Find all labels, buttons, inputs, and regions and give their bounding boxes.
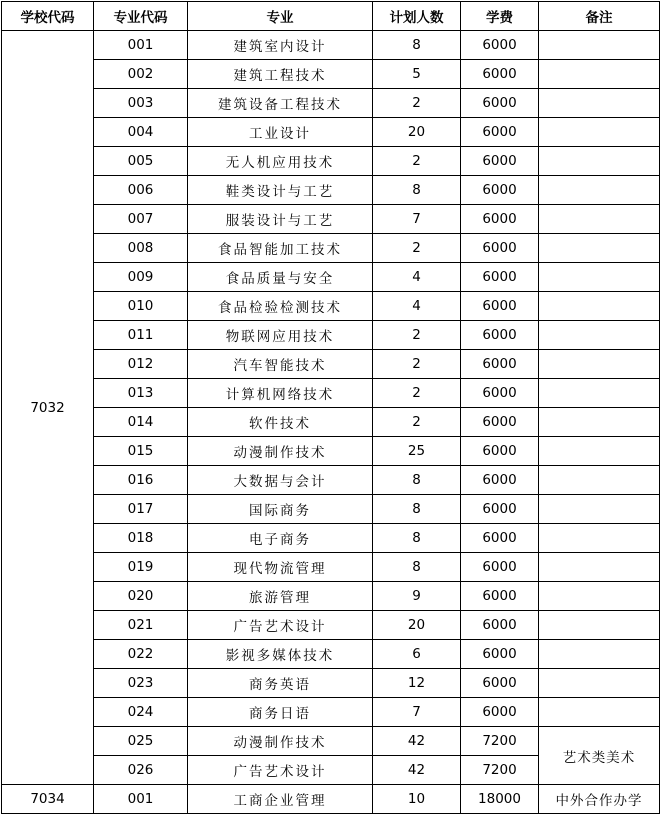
major-code-cell: 018 (94, 524, 188, 553)
plan-count-cell: 8 (373, 553, 461, 582)
remarks-cell (539, 118, 660, 147)
remarks-cell (539, 553, 660, 582)
remarks-cell (539, 437, 660, 466)
remarks-cell (539, 582, 660, 611)
major-code-cell: 002 (94, 60, 188, 89)
table-row (2, 785, 660, 814)
major-code-cell: 006 (94, 176, 188, 205)
remarks-cell (539, 205, 660, 234)
tuition-cell: 7200 (461, 727, 539, 756)
major-code-cell: 020 (94, 582, 188, 611)
major-name-cell: 国际商务 (188, 495, 373, 524)
plan-count-cell: 7 (373, 205, 461, 234)
major-code-cell: 003 (94, 89, 188, 118)
table-row (2, 60, 660, 89)
table-row (2, 466, 660, 495)
major-name-cell: 商务英语 (188, 669, 373, 698)
major-name-cell: 食品检验检测技术 (188, 292, 373, 321)
plan-count-cell: 7 (373, 698, 461, 727)
tuition-cell: 6000 (461, 640, 539, 669)
major-name-cell: 建筑工程技术 (188, 60, 373, 89)
enrollment-plan-table (1, 1, 660, 814)
major-name-cell: 影视多媒体技术 (188, 640, 373, 669)
tuition-cell: 6000 (461, 321, 539, 350)
header-remarks: 备注 (539, 2, 660, 31)
major-name-cell: 服装设计与工艺 (188, 205, 373, 234)
school-code-cell: 7034 (2, 785, 94, 814)
major-name-cell: 动漫制作技术 (188, 437, 373, 466)
tuition-cell: 18000 (461, 785, 539, 814)
school-code-cell: 7032 (2, 31, 94, 785)
major-name-cell: 广告艺术设计 (188, 756, 373, 785)
major-name-cell: 旅游管理 (188, 582, 373, 611)
remarks-cell (539, 495, 660, 524)
remarks-cell: 中外合作办学 (539, 785, 660, 814)
plan-count-cell: 20 (373, 118, 461, 147)
plan-count-cell: 42 (373, 756, 461, 785)
tuition-cell: 6000 (461, 466, 539, 495)
major-name-cell: 大数据与会计 (188, 466, 373, 495)
plan-count-cell: 20 (373, 611, 461, 640)
major-name-cell: 广告艺术设计 (188, 611, 373, 640)
table-row (2, 118, 660, 147)
tuition-cell: 6000 (461, 31, 539, 60)
table-row (2, 640, 660, 669)
table-row (2, 350, 660, 379)
major-code-cell: 001 (94, 31, 188, 60)
major-code-cell: 023 (94, 669, 188, 698)
plan-count-cell: 2 (373, 408, 461, 437)
table-row (2, 234, 660, 263)
major-code-cell: 011 (94, 321, 188, 350)
major-code-cell: 019 (94, 553, 188, 582)
major-code-cell: 022 (94, 640, 188, 669)
remarks-cell (539, 321, 660, 350)
header-plan-count: 计划人数 (373, 2, 461, 31)
remarks-cell (539, 466, 660, 495)
tuition-cell: 6000 (461, 408, 539, 437)
plan-count-cell: 4 (373, 292, 461, 321)
plan-count-cell: 2 (373, 234, 461, 263)
tuition-cell: 6000 (461, 234, 539, 263)
major-name-cell: 工商企业管理 (188, 785, 373, 814)
major-code-cell: 024 (94, 698, 188, 727)
tuition-cell: 6000 (461, 379, 539, 408)
major-name-cell: 电子商务 (188, 524, 373, 553)
remarks-cell (539, 379, 660, 408)
major-name-cell: 汽车智能技术 (188, 350, 373, 379)
remarks-cell (539, 524, 660, 553)
table-row (2, 698, 660, 727)
tuition-cell: 6000 (461, 611, 539, 640)
major-name-cell: 建筑设备工程技术 (188, 89, 373, 118)
header-row (2, 2, 660, 31)
remarks-cell (539, 176, 660, 205)
plan-count-cell: 12 (373, 669, 461, 698)
table-row (2, 147, 660, 176)
remarks-cell (539, 669, 660, 698)
major-code-cell: 004 (94, 118, 188, 147)
plan-count-cell: 4 (373, 263, 461, 292)
table-row (2, 553, 660, 582)
tuition-cell: 6000 (461, 147, 539, 176)
plan-count-cell: 8 (373, 524, 461, 553)
remarks-cell (539, 611, 660, 640)
table-row (2, 437, 660, 466)
remarks-cell (539, 89, 660, 118)
major-code-cell: 026 (94, 756, 188, 785)
major-code-cell: 021 (94, 611, 188, 640)
tuition-cell: 7200 (461, 756, 539, 785)
table-row (2, 321, 660, 350)
major-code-cell: 015 (94, 437, 188, 466)
plan-count-cell: 10 (373, 785, 461, 814)
plan-count-cell: 6 (373, 640, 461, 669)
plan-count-cell: 9 (373, 582, 461, 611)
table-row (2, 176, 660, 205)
major-code-cell: 008 (94, 234, 188, 263)
plan-count-cell: 25 (373, 437, 461, 466)
remarks-cell (539, 698, 660, 727)
tuition-cell: 6000 (461, 669, 539, 698)
major-code-cell: 014 (94, 408, 188, 437)
remarks-cell (539, 640, 660, 669)
tuition-cell: 6000 (461, 292, 539, 321)
major-name-cell: 鞋类设计与工艺 (188, 176, 373, 205)
major-name-cell: 无人机应用技术 (188, 147, 373, 176)
plan-count-cell: 8 (373, 31, 461, 60)
major-code-cell: 007 (94, 205, 188, 234)
major-code-cell: 017 (94, 495, 188, 524)
tuition-cell: 6000 (461, 495, 539, 524)
remarks-cell (539, 292, 660, 321)
plan-count-cell: 2 (373, 89, 461, 118)
major-code-cell: 025 (94, 727, 188, 756)
table-row (2, 611, 660, 640)
remarks-cell (539, 408, 660, 437)
plan-count-cell: 2 (373, 147, 461, 176)
plan-count-cell: 42 (373, 727, 461, 756)
tuition-cell: 6000 (461, 60, 539, 89)
table-row (2, 205, 660, 234)
major-name-cell: 食品质量与安全 (188, 263, 373, 292)
table-row (2, 495, 660, 524)
remarks-cell (539, 350, 660, 379)
tuition-cell: 6000 (461, 582, 539, 611)
plan-count-cell: 2 (373, 350, 461, 379)
table-row (2, 292, 660, 321)
tuition-cell: 6000 (461, 437, 539, 466)
table-row (2, 524, 660, 553)
major-name-cell: 商务日语 (188, 698, 373, 727)
table-row (2, 727, 660, 756)
remarks-cell (539, 263, 660, 292)
remarks-cell (539, 147, 660, 176)
tuition-cell: 6000 (461, 698, 539, 727)
table-row (2, 582, 660, 611)
tuition-cell: 6000 (461, 350, 539, 379)
major-code-cell: 016 (94, 466, 188, 495)
major-code-cell: 010 (94, 292, 188, 321)
plan-count-cell: 2 (373, 379, 461, 408)
plan-count-cell: 8 (373, 495, 461, 524)
tuition-cell: 6000 (461, 205, 539, 234)
header-major-code: 专业代码 (94, 2, 188, 31)
header-school-code: 学校代码 (2, 2, 94, 31)
major-name-cell: 现代物流管理 (188, 553, 373, 582)
major-name-cell: 软件技术 (188, 408, 373, 437)
plan-count-cell: 2 (373, 321, 461, 350)
plan-count-cell: 8 (373, 176, 461, 205)
major-name-cell: 动漫制作技术 (188, 727, 373, 756)
major-name-cell: 食品智能加工技术 (188, 234, 373, 263)
table-row (2, 263, 660, 292)
major-code-cell: 013 (94, 379, 188, 408)
header-major: 专业 (188, 2, 373, 31)
major-name-cell: 建筑室内设计 (188, 31, 373, 60)
major-code-cell: 005 (94, 147, 188, 176)
remarks-cell (539, 234, 660, 263)
major-name-cell: 工业设计 (188, 118, 373, 147)
major-code-cell: 012 (94, 350, 188, 379)
table-row (2, 669, 660, 698)
plan-count-cell: 8 (373, 466, 461, 495)
major-name-cell: 物联网应用技术 (188, 321, 373, 350)
table-row (2, 408, 660, 437)
major-code-cell: 001 (94, 785, 188, 814)
major-code-cell: 009 (94, 263, 188, 292)
table-body (2, 31, 660, 814)
tuition-cell: 6000 (461, 553, 539, 582)
tuition-cell: 6000 (461, 176, 539, 205)
header-tuition: 学费 (461, 2, 539, 31)
table-row (2, 89, 660, 118)
plan-count-cell: 5 (373, 60, 461, 89)
tuition-cell: 6000 (461, 89, 539, 118)
remarks-cell: 艺术类美术 (539, 727, 660, 785)
tuition-cell: 6000 (461, 524, 539, 553)
tuition-cell: 6000 (461, 118, 539, 147)
remarks-cell (539, 31, 660, 60)
remarks-cell (539, 60, 660, 89)
tuition-cell: 6000 (461, 263, 539, 292)
major-name-cell: 计算机网络技术 (188, 379, 373, 408)
table-row (2, 379, 660, 408)
table-row (2, 31, 660, 60)
